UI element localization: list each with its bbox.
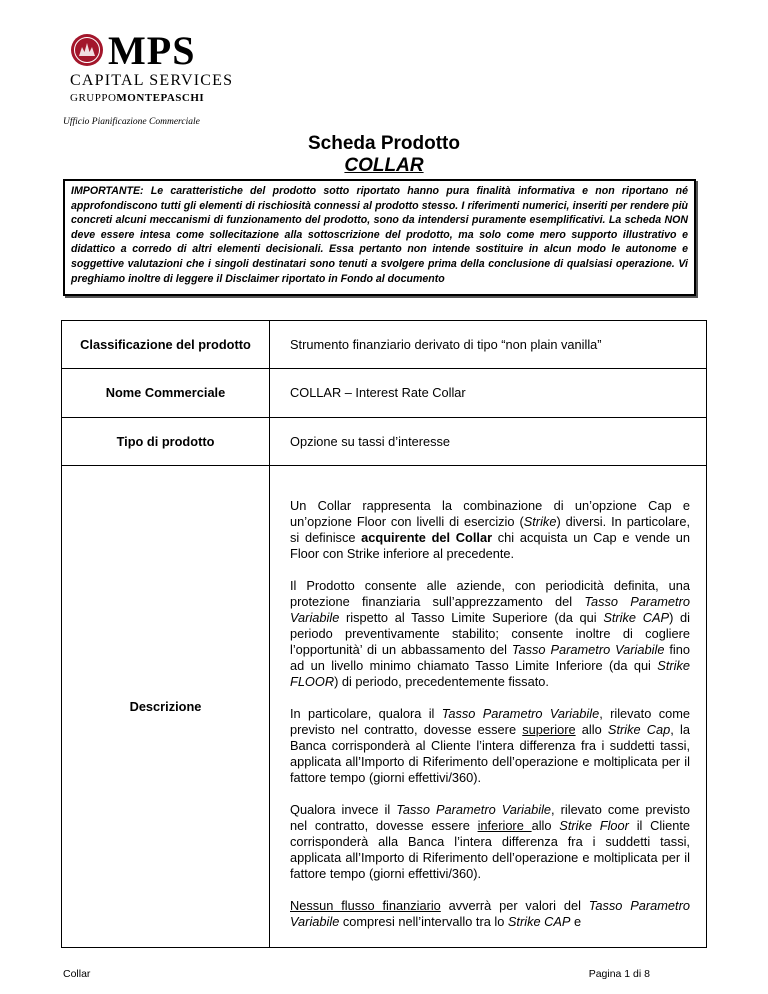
- brand-name: MPS: [108, 28, 196, 73]
- description-paragraph: Nessun flusso finanziario avverrà per valori del Tasso Parametro Variabile compresi nell’intervallo tra lo Strike CAP e: [290, 897, 690, 929]
- group-prefix: GRUPPO: [70, 92, 117, 104]
- description-label: Descrizione: [62, 466, 270, 948]
- office-name: Ufficio Pianificazione Commerciale: [63, 117, 200, 127]
- title-line-2: COLLAR: [344, 155, 424, 176]
- description-paragraph: Il Prodotto consente alle aziende, con periodicità definita, una protezione finanziaria sull’apprezzamento del Tasso Parametro Variabile rispetto al Tasso Limite Superiore (da qui Strike CAP) di periodo preventivamente stabilito; consente inoltre di cogliere l’opportunità’ di un abbassamento del Tasso Parametro Variabile fino ad un livello minimo chiamato Tasso Limite Inferiore (da qui Strike FLOOR) di periodo, precedentemente fissato.: [290, 577, 690, 689]
- description-text: [270, 466, 707, 948]
- row-label: Tipo di prodotto: [62, 418, 270, 466]
- mps-seal-icon: [70, 33, 104, 67]
- mps-logo: [70, 28, 270, 113]
- table-row: [62, 466, 707, 948]
- footer-document-name: Collar: [63, 968, 91, 980]
- title-line-1: Scheda Prodotto: [307, 133, 460, 154]
- group-name: MONTEPASCHI: [116, 92, 205, 104]
- row-value: Strumento finanziario derivato di tipo “non plain vanilla”: [270, 321, 707, 369]
- description-paragraph: In particolare, qualora il Tasso Parametro Variabile, rilevato come previsto nel contratto, dovesse essere superiore allo Strike Cap, la Banca corrisponderà al Cliente l’intera differenza fra i suddetti tassi, applicata all’Importo di Riferimento dell’operazione e moltiplicata per il fattore tempo (giorni effettivi/360).: [290, 705, 690, 785]
- row-value: COLLAR – Interest Rate Collar: [270, 369, 707, 418]
- row-value: Opzione su tassi d’interesse: [270, 418, 707, 466]
- important-notice: IMPORTANTE: Le caratteristiche del prodotto sotto riportato hanno pura finalità informativa e non riportano né approfondiscono tutti gli elementi di rischiosità connessi al prodotto stesso. I riferimenti numerici, inseriti per rendere più concreti alcuni meccanismi di funzionamento del prodotto, sono da intendersi puramente esemplificativi. La scheda NON deve essere intesa come sollecitazione alla sottoscrizione del prodotto, ma solo come mero supporto illustrativo e didattico a corredo di altri elementi decisionali. Essa pertanto non intende sostituire in alcun modo le autonome e soggettive valutazioni che i singoli destinatari sono tenuti a svolgere prima della conclusione di qualsiasi operazione. Vi preghiamo inoltre di leggere il Disclaimer riportato in Fondo al documento: [63, 179, 696, 296]
- table-row: [62, 321, 707, 369]
- table-row: [62, 369, 707, 418]
- brand-group: [70, 91, 204, 105]
- description-paragraph: Qualora invece il Tasso Parametro Variabile, rilevato come previsto nel contratto, dovesse essere inferiore allo Strike Floor il Cliente corrisponderà alla Banca l’intera differenza fra i suddetti tassi, applicata all’Importo di Riferimento dell’operazione e moltiplicata per il fattore tempo (giorni effettivi/360).: [290, 801, 691, 881]
- brand-subtitle: CAPITAL SERVICES: [70, 72, 234, 89]
- page-title: [0, 133, 768, 177]
- row-label: Classificazione del prodotto: [62, 321, 270, 369]
- table-row: [62, 418, 707, 466]
- footer-page-number: Pagina 1 di 8: [588, 968, 650, 980]
- product-table: [61, 320, 707, 948]
- row-label: Nome Commerciale: [62, 369, 270, 418]
- description-paragraph: Un Collar rappresenta la combinazione di un’opzione Cap e un’opzione Floor con livelli di esercizio (Strike) diversi. In particolare, si definisce acquirente del Collar chi acquista un Cap e vende un Floor con Strike inferiore al precedente.: [290, 497, 690, 561]
